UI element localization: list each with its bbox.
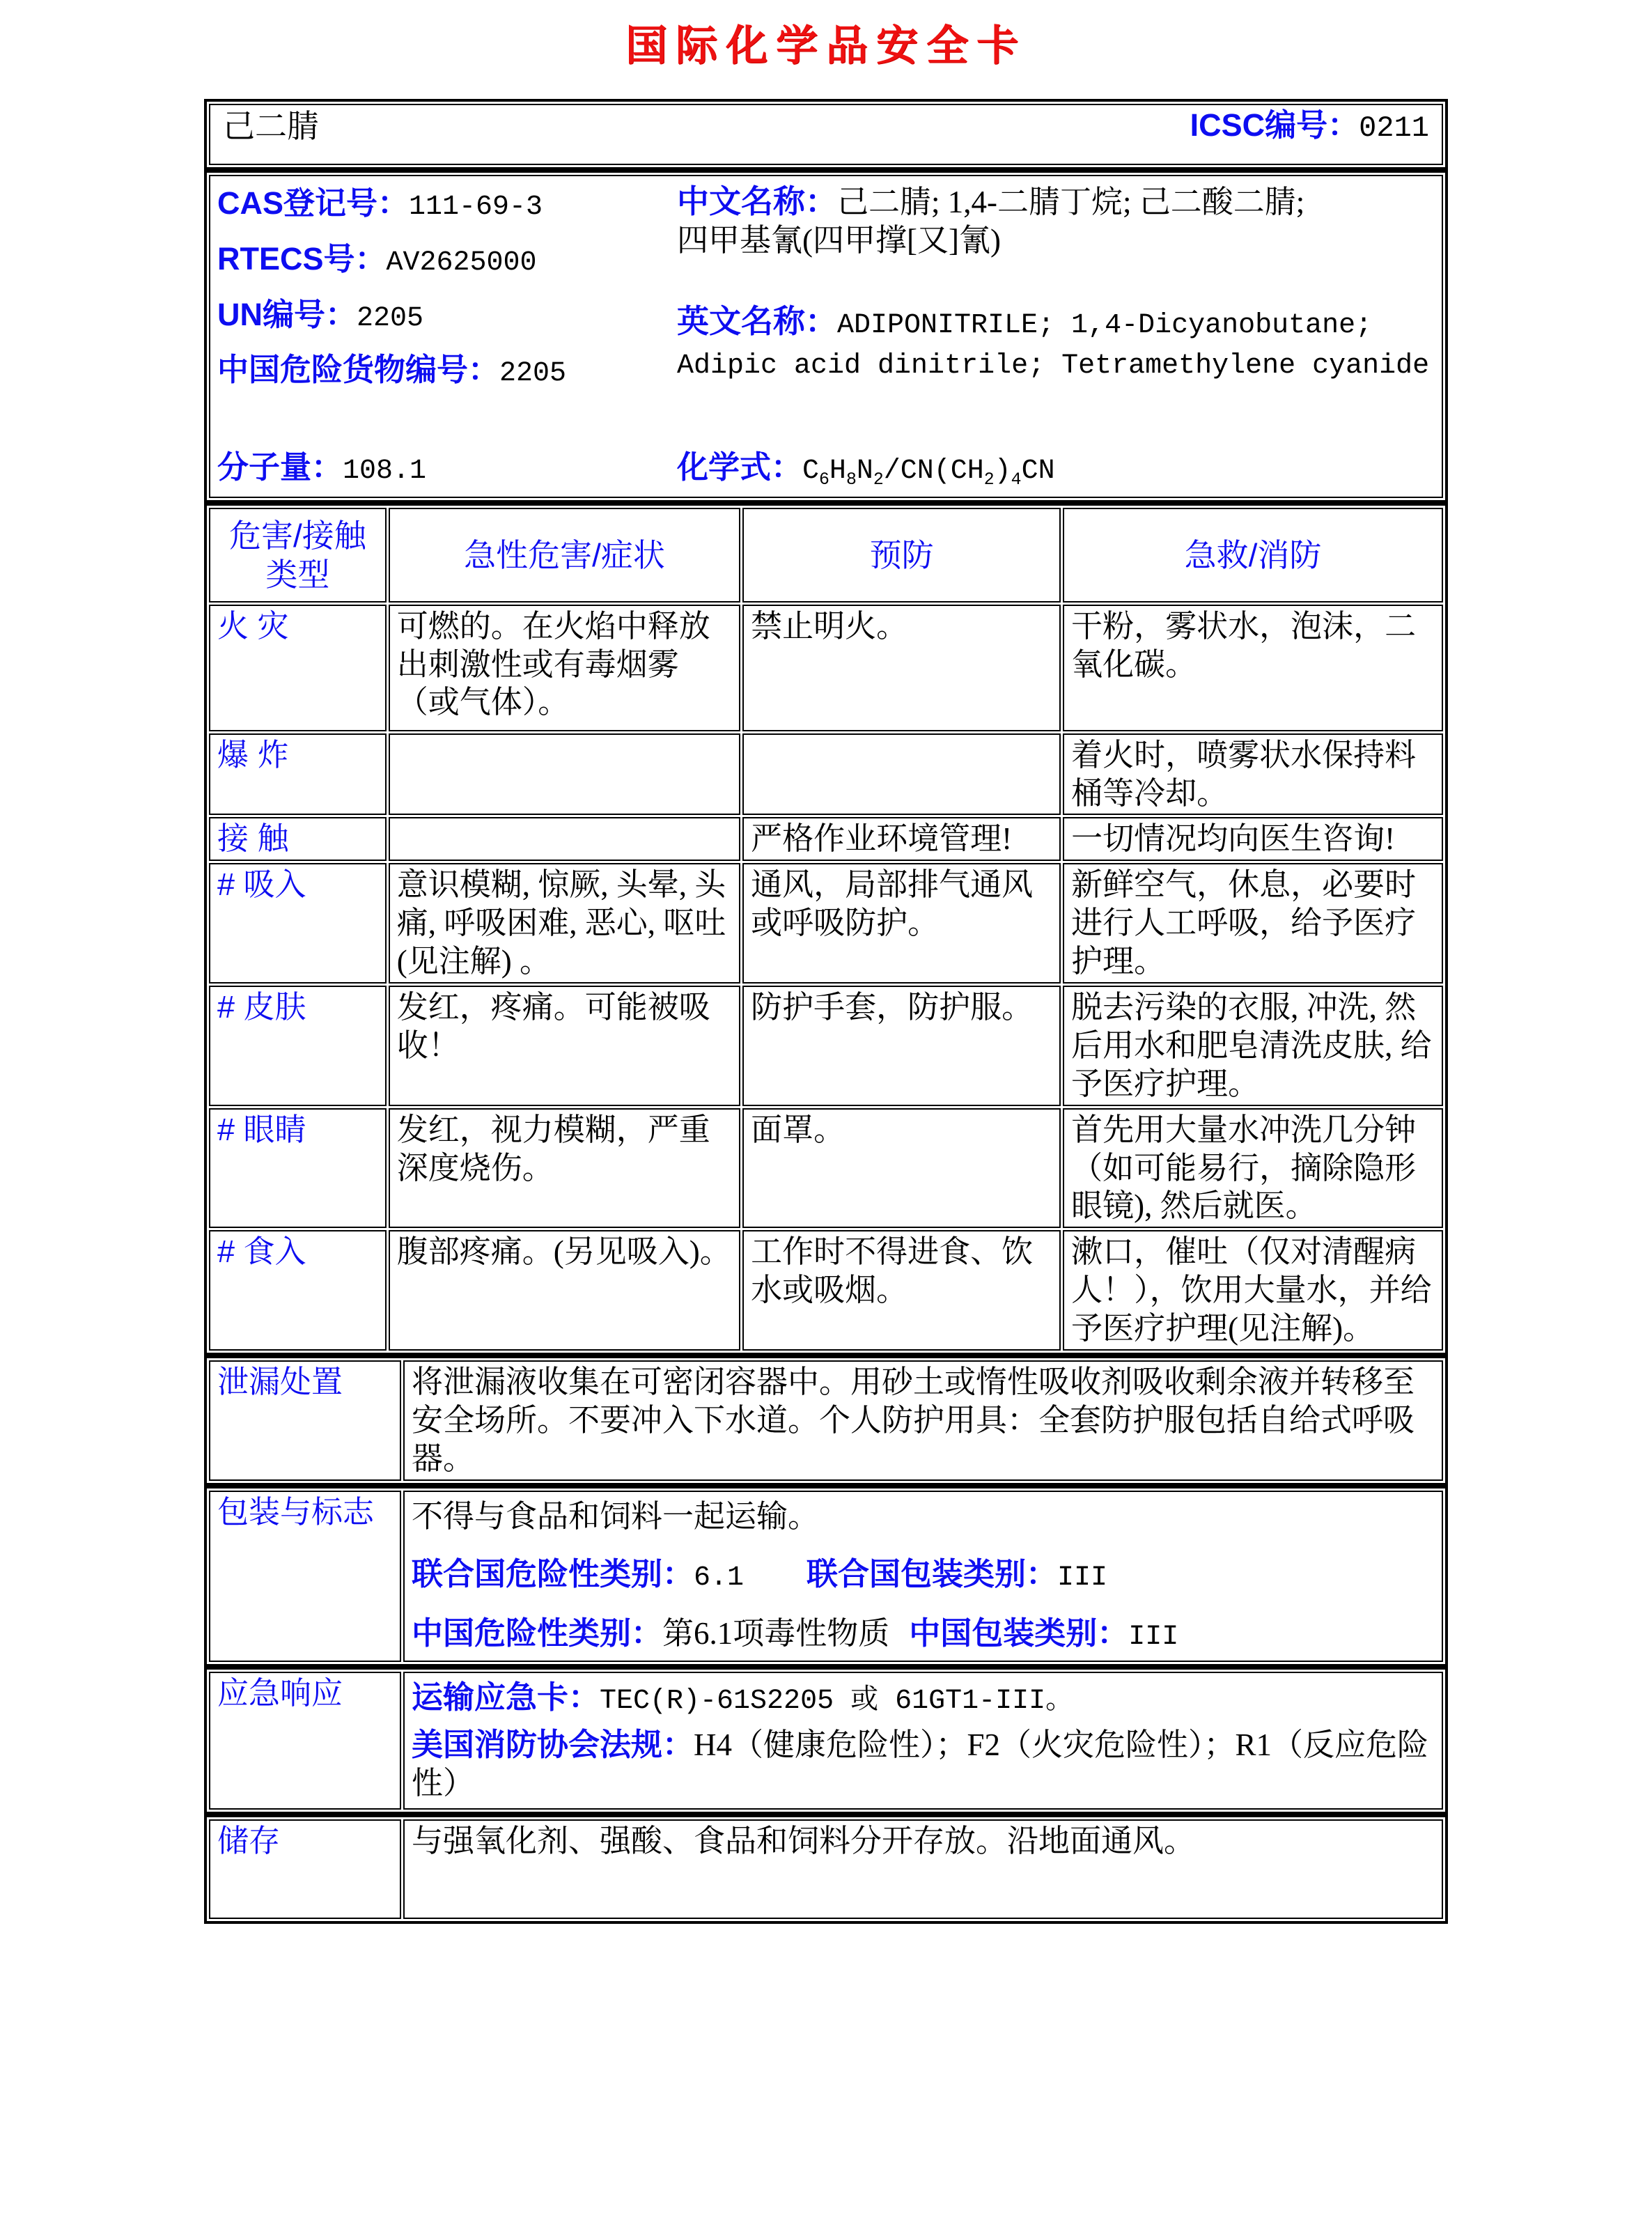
skin-first-aid: 脱去污染的衣服, 冲洗, 然后用水和肥皂清洗皮肤, 给予医疗护理。 [1063, 986, 1443, 1106]
exposure-prevention: 严格作业环境管理! [742, 817, 1061, 861]
hazard-type-ingestion: # 食入 [209, 1230, 387, 1351]
hazard-table [204, 503, 1448, 1355]
packaging-content [403, 1491, 1443, 1662]
storage-label: 储存 [209, 1819, 401, 1919]
un-number-value: 2205 [357, 302, 424, 334]
ingestion-prevention: 工作时不得进食、饮水或吸烟。 [742, 1230, 1061, 1351]
table-row-skin [209, 986, 1443, 1106]
eyes-first-aid: 首先用大量水冲洗几分钟（如可能易行，摘除隐形眼镜), 然后就医。 [1063, 1108, 1443, 1229]
hazard-type-eyes: # 眼睛 [209, 1108, 387, 1229]
name-header-cell [209, 104, 1443, 165]
un-packing-group-label: 联合国包装类别： [806, 1555, 1058, 1592]
name-header-box [204, 99, 1448, 170]
molecular-weight-value: 108.1 [343, 456, 427, 488]
chemical-formula-label: 化学式： [677, 449, 803, 485]
emergency-section [204, 1667, 1448, 1814]
english-name-block [677, 302, 1435, 384]
hazard-type-exposure: 接 触 [209, 817, 387, 861]
icsc-number [1190, 107, 1429, 146]
skin-prevention: 防护手套，防护服。 [742, 986, 1061, 1106]
exposure-symptoms [389, 817, 740, 861]
fire-first-aid: 干粉，雾状水，泡沫，二氧化碳。 [1063, 605, 1443, 731]
identification-cell [209, 175, 1443, 498]
chinese-name-line1: 己二腈; 1,4-二腈丁烷; 己二酸二腈; [837, 185, 1305, 219]
table-row-eyes [209, 1108, 1443, 1229]
china-dangerous-goods-number-value: 2205 [499, 358, 567, 390]
transport-emergency-card-value: TEC(R)-61S2205 或 61GT1-III。 [600, 1686, 1074, 1718]
cas-number-value: 111-69-3 [409, 192, 543, 223]
nfpa-code-label: 美国消防协会法规： [412, 1726, 694, 1762]
skin-symptoms: 发红，疼痛。可能被吸收！ [389, 986, 740, 1106]
table-row-ingestion [209, 1230, 1443, 1351]
cas-number-label: CAS登记号： [217, 185, 410, 221]
molecular-weight-label: 分子量： [217, 449, 343, 485]
english-name-line1: ADIPONITRILE; 1,4-Dicyanobutane; [837, 309, 1373, 341]
icsc-number-value: 0211 [1359, 111, 1429, 145]
page-title: 国际化学品安全卡 [625, 23, 1027, 69]
exposure-first-aid: 一切情况均向医生咨询! [1063, 817, 1443, 861]
rtecs-number-value: AV2625000 [386, 247, 537, 279]
table-row-fire [209, 605, 1443, 731]
registry-numbers [217, 178, 677, 425]
nfpa-code-value: H4（健康危险性）；F2（火灾危险性）；R1（反应危险性） [412, 1727, 1429, 1801]
identification-box [204, 170, 1448, 503]
spillage-text: 将泄漏液收集在可密闭容器中。用砂土或惰性吸收剂吸收剩余液并转移至安全场所。不要冲入下水道。个人防护用具：全套防护服包括自给式呼吸器。 [403, 1360, 1443, 1481]
hazard-type-skin: # 皮肤 [209, 986, 387, 1106]
cn-packing-group-label: 中国包装类别： [909, 1615, 1129, 1651]
china-dangerous-goods-number [217, 351, 677, 391]
fire-symptoms: 可燃的。在火焰中释放出刺激性或有毒烟雾（或气体）。 [389, 605, 740, 731]
cn-hazard-class-label: 中国危险性类别： [412, 1615, 663, 1651]
table-row-inhalation [209, 863, 1443, 984]
emergency-label: 应急响应 [209, 1672, 401, 1810]
spillage-label: 泄漏处置 [209, 1360, 401, 1481]
rtecs-number-label: RTECS号： [217, 240, 387, 277]
header-acute-hazards: 急性危害/症状 [389, 508, 740, 603]
storage-section [204, 1814, 1448, 1924]
hazard-type-fire: 火 灾 [209, 605, 387, 731]
table-row-exposure [209, 817, 1443, 861]
chemical-formula [677, 449, 1435, 495]
inhalation-prevention: 通风，局部排气通风或呼吸防护。 [742, 863, 1061, 984]
explosion-prevention [742, 733, 1061, 816]
un-classification-line [412, 1555, 1435, 1596]
header-prevention: 预防 [742, 508, 1061, 603]
header-first-aid-fire: 急救/消防 [1063, 508, 1443, 603]
un-number-label: UN编号： [217, 296, 357, 332]
china-dangerous-goods-number-label: 中国危险货物编号： [217, 352, 500, 388]
fire-prevention: 禁止明火。 [742, 605, 1061, 731]
hazard-type-explosion: 爆 炸 [209, 733, 387, 816]
header-hazard-type: 危害/接触 类型 [209, 508, 387, 603]
storage-text: 与强氧化剂、强酸、食品和饲料分开存放。沿地面通风。 [403, 1819, 1443, 1919]
hazard-type-inhalation: # 吸入 [209, 863, 387, 984]
packaging-section [204, 1486, 1448, 1667]
eyes-prevention: 面罩。 [742, 1108, 1061, 1229]
chemical-formula-value: $C_6H_8N_2/CN(CH_2)_4CN$ [802, 456, 1055, 490]
explosion-symptoms [389, 733, 740, 816]
molecular-weight [217, 449, 677, 495]
packaging-transport-note: 不得与食品和饲料一起运输。 [412, 1498, 820, 1534]
inhalation-first-aid: 新鲜空气，休息，必要时进行人工呼吸，给予医疗护理。 [1063, 863, 1443, 984]
table-row-explosion [209, 733, 1443, 816]
chinese-name-line2: 四甲基氰(四甲撑[又]氰) [677, 222, 1001, 258]
nfpa-code-line [412, 1726, 1435, 1803]
cn-hazard-class-value: 第6.1项毒性物质 [662, 1616, 890, 1651]
english-name-label: 英文名称： [677, 302, 837, 339]
cas-number [217, 185, 677, 225]
ingestion-first-aid: 漱口，催吐（仅对清醒病人！），饮用大量水，并给予医疗护理(见注解)。 [1063, 1230, 1443, 1351]
chinese-name-label: 中文名称： [677, 183, 837, 219]
emergency-content [403, 1672, 1443, 1810]
rtecs-number [217, 240, 677, 281]
chemical-name: 己二腈 [223, 108, 319, 144]
un-number [217, 296, 677, 336]
eyes-symptoms: 发红，视力模糊，严重深度烧伤。 [389, 1108, 740, 1229]
un-hazard-class-label: 联合国危险性类别： [412, 1555, 694, 1592]
ingestion-symptoms: 腹部疼痛。(另见吸入)。 [389, 1230, 740, 1351]
un-hazard-class-value: 6.1 [694, 1562, 745, 1594]
chinese-name-block [677, 182, 1435, 260]
english-name-line2: Adipic acid dinitrile; Tetramethylene cyanide [677, 350, 1430, 382]
transport-emergency-card-label: 运输应急卡： [412, 1679, 600, 1716]
cn-packing-group-value: III [1128, 1622, 1179, 1654]
packaging-label: 包装与标志 [209, 1491, 401, 1662]
explosion-first-aid: 着火时，喷雾状水保持料桶等冷却。 [1063, 733, 1443, 816]
spillage-section [204, 1355, 1448, 1486]
icsc-number-label: ICSC编号： [1190, 107, 1359, 143]
inhalation-symptoms: 意识模糊, 惊厥, 头晕, 头痛, 呼吸困难, 恶心, 呕吐(见注解) 。 [389, 863, 740, 984]
cn-classification-line [412, 1615, 1435, 1655]
un-packing-group-value: III [1057, 1562, 1108, 1594]
icsc-card-page [203, 0, 1449, 1924]
transport-emergency-card-line [412, 1679, 1435, 1719]
